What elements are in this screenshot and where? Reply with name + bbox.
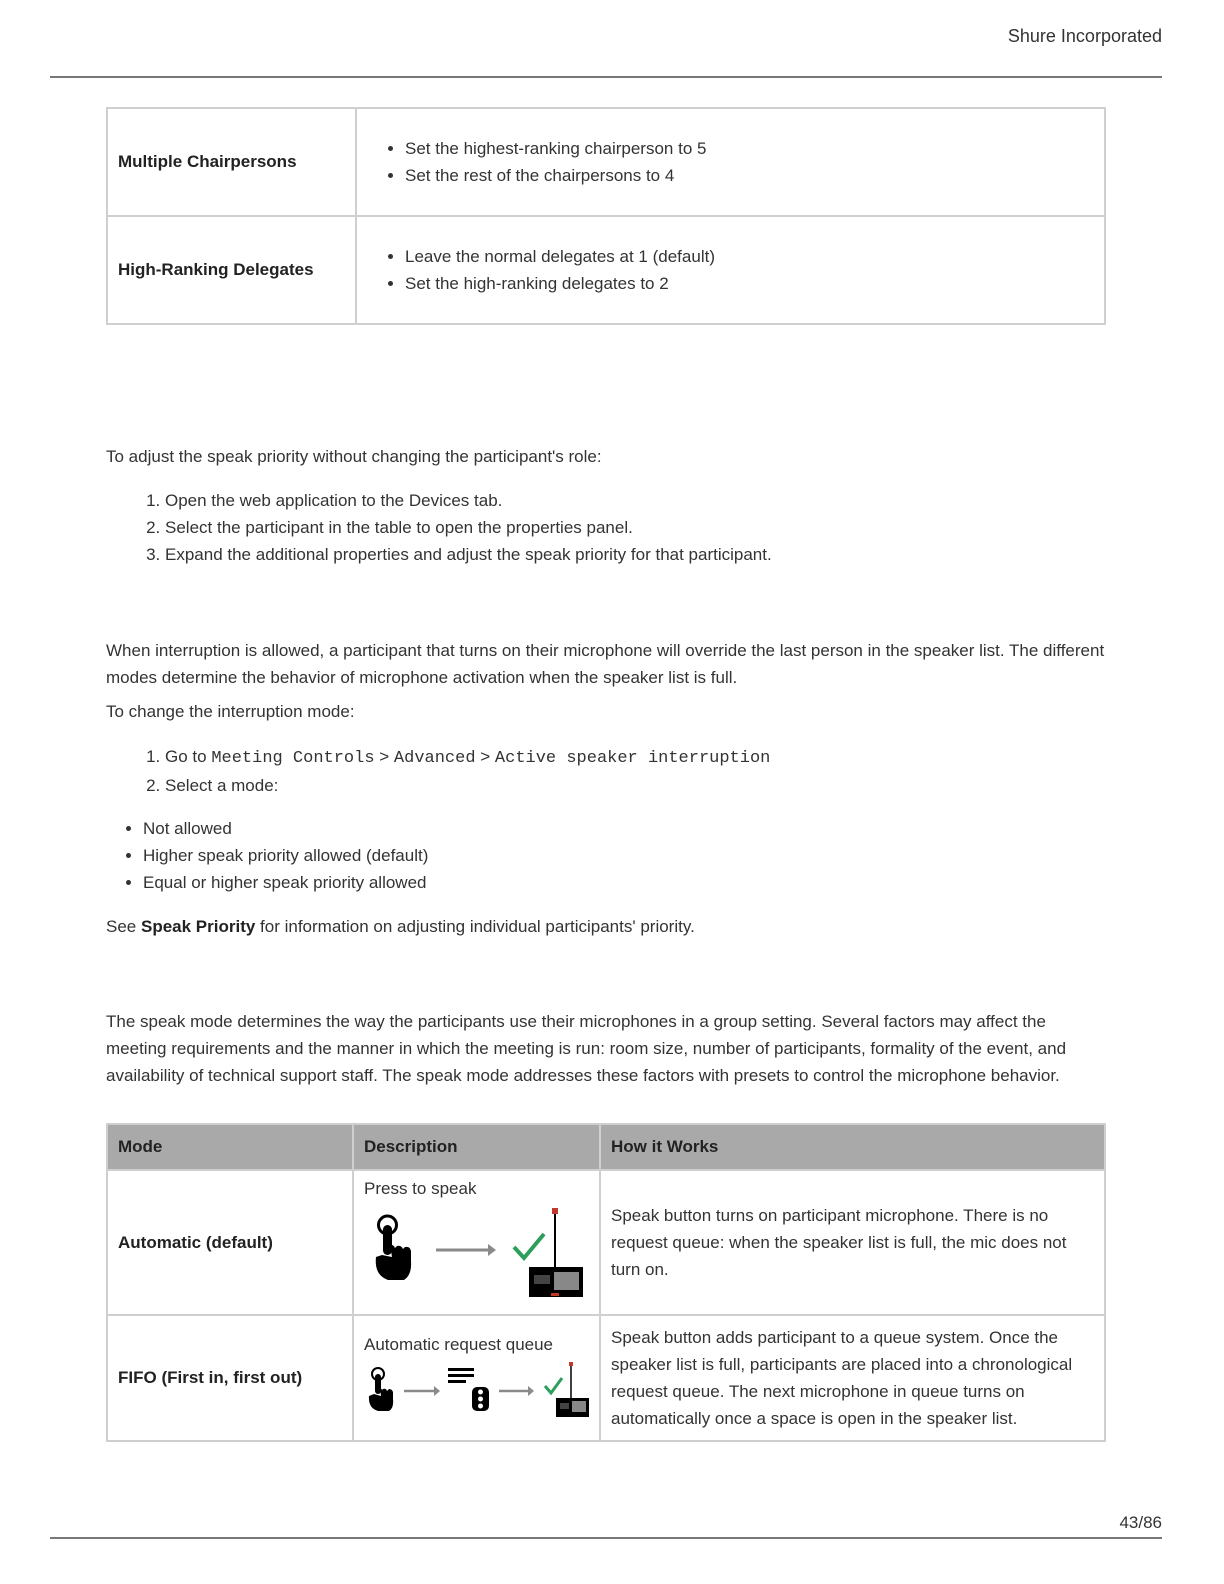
menu-path-active-speaker-interruption: Active speaker interruption — [494, 749, 771, 768]
hand-press-icon — [369, 1368, 393, 1411]
list-item: • Leave the normal delegates at 1 (default) — [405, 243, 1094, 270]
microphone-unit-icon — [556, 1362, 589, 1417]
table-row — [107, 1315, 1105, 1441]
mode-description — [353, 1170, 600, 1315]
speak-mode-table — [106, 1123, 1106, 1442]
speak-mode-intro: The speak mode determines the way the participants use their microphones in a group setting. Several factors may affect the meeting requirements and the manner in which the meeting is run: room size, number of participants, formality of the event, and availability of technical support staff. The speak mode addresses these factors with presets to control the microphone behavior. — [106, 1012, 1067, 1085]
list-item: • Set the rest of the chairpersons to 4 — [405, 162, 1094, 189]
interruption-modes — [106, 815, 428, 896]
column-header-mode: Mode — [107, 1124, 353, 1170]
list-item: 2. Select the participant in the table to open the properties panel. — [165, 514, 772, 541]
interruption-description: When interruption is allowed, a participant that turns on their microphone will override the last person in the speaker list. The different modes determine the behavior of microphone activation when the speaker list is full. — [106, 641, 1105, 687]
mode-how-it-works: Speak button turns on participant microphone. There is no request queue: when the speaker list is full, the mic does not turn on. — [600, 1170, 1105, 1315]
traffic-light-icon — [472, 1387, 489, 1411]
adjust-intro: To adjust the speak priority without changing the participant's role: — [106, 447, 602, 466]
role-settings — [356, 108, 1105, 216]
header-divider — [50, 76, 1162, 78]
list-item: • Equal or higher speak priority allowed — [143, 869, 428, 896]
mode-description — [353, 1315, 600, 1441]
description-text: Press to speak — [364, 1179, 477, 1198]
list-item: • Not allowed — [143, 815, 428, 842]
table-row — [107, 1170, 1105, 1315]
check-icon — [545, 1378, 562, 1393]
list-item: • Set the high-ranking delegates to 2 — [405, 270, 1094, 297]
check-icon — [514, 1234, 544, 1258]
press-to-speak-diagram — [364, 1205, 584, 1301]
mode-how-it-works: Speak button adds participant to a queue system. Once the speaker list is full, participants are placed into a chronological request queue. The next microphone in queue turns on automatically once a space is open in the speaker list. — [600, 1315, 1105, 1441]
request-queue-diagram — [364, 1361, 589, 1417]
role-label: Multiple Chairpersons — [107, 108, 356, 216]
list-item: • Set the highest-ranking chairperson to 5 — [405, 135, 1094, 162]
hand-press-icon — [376, 1216, 411, 1280]
list-item: 3. Expand the additional properties and adjust the speak priority for that participant. — [165, 541, 772, 568]
table-header-row — [107, 1124, 1105, 1170]
column-header-description: Description — [353, 1124, 600, 1170]
list-item: 1. Open the web application to the Devices tab. — [165, 487, 772, 514]
menu-path-meeting-controls: Meeting Controls — [211, 749, 375, 768]
role-settings — [356, 216, 1105, 324]
microphone-unit-icon — [529, 1208, 583, 1297]
speak-priority-link[interactable]: Speak Priority — [140, 917, 256, 936]
mode-label: FIFO (First in, first out) — [107, 1315, 353, 1441]
column-header-how: How it Works — [600, 1124, 1105, 1170]
list-item: 1. Go to Meeting Controls > Advanced > Active speaker interruption — [165, 743, 770, 772]
interruption-instruction: To change the interruption mode: — [106, 702, 355, 721]
queue-list-icon — [448, 1368, 474, 1383]
arrow-icon — [404, 1386, 440, 1396]
mode-label: Automatic (default) — [107, 1170, 353, 1315]
description-text: Automatic request queue — [364, 1334, 554, 1354]
see-also: See Speak Priority for information on adjusting individual participants' priority. — [106, 917, 695, 936]
arrow-icon — [436, 1244, 496, 1256]
interruption-steps — [106, 743, 770, 799]
page-number: 43/86 — [1119, 1513, 1162, 1532]
menu-path-advanced: Advanced — [393, 749, 476, 768]
arrow-icon — [499, 1386, 534, 1396]
footer-divider — [50, 1537, 1162, 1539]
list-item: 2. Select a mode: — [165, 772, 770, 799]
table-row — [107, 216, 1105, 324]
table-row — [107, 108, 1105, 216]
role-label: High-Ranking Delegates — [107, 216, 356, 324]
list-item: • Higher speak priority allowed (default) — [143, 842, 428, 869]
priority-table — [106, 107, 1106, 325]
header-company: Shure Incorporated — [1007, 26, 1162, 46]
adjust-steps — [106, 487, 772, 568]
